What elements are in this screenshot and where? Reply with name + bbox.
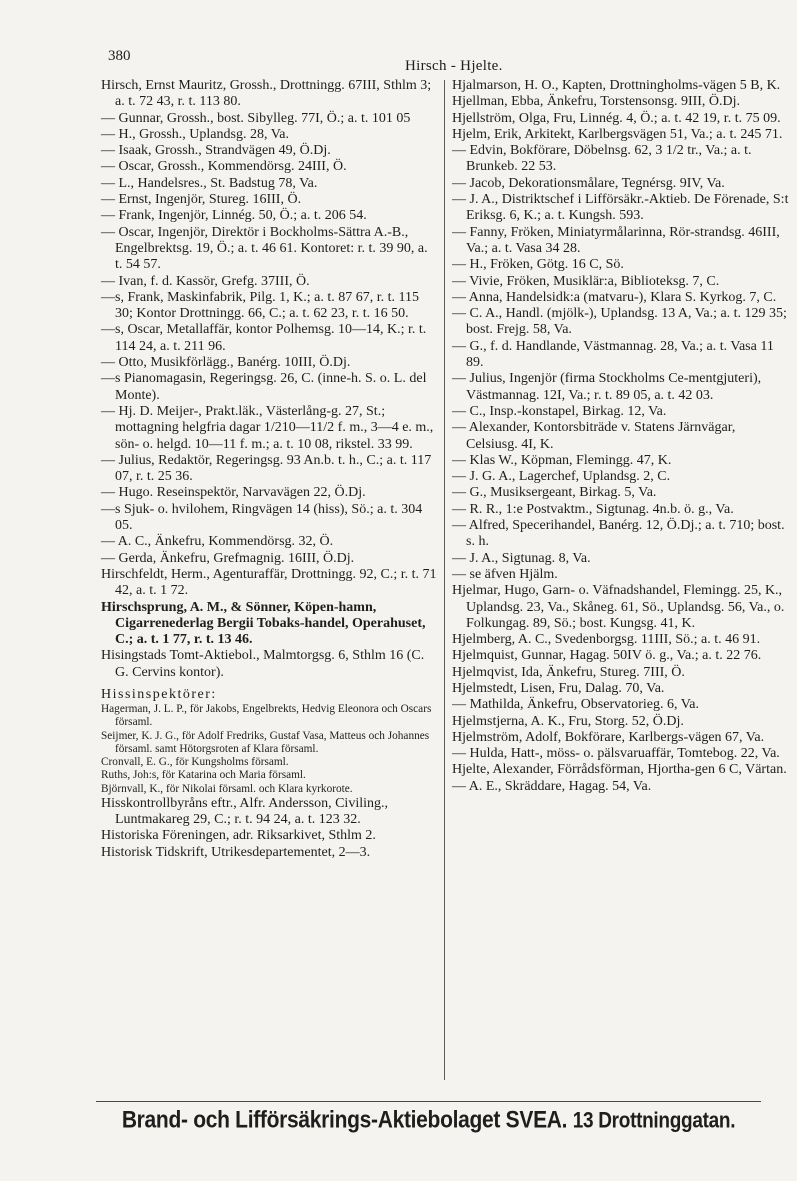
ad-address: 13 Drottninggatan. <box>572 1109 736 1134</box>
directory-entry: — G., f. d. Handlande, Västmannag. 28, Va.; a. t. Vasa 11 89. <box>452 338 774 371</box>
directory-entry: — A. E., Skräddare, Hagag. 54, Va. <box>452 778 652 794</box>
directory-entry: —s, Frank, Maskinfabrik, Pilg. 1, K.; a. t. 87 67, r. t. 115 30; Kontor Drottningg. 66, C.; a. t. 62 23, r. t. 16 50. <box>101 289 419 322</box>
right-column <box>452 78 789 795</box>
directory-entry: — Ernst, Ingenjör, Stureg. 16III, Ö. <box>101 192 302 208</box>
directory-entry: Hjelmquist, Gunnar, Hagag. 50IV ö. g., Va.; a. t. 22 76. <box>452 648 762 664</box>
page-number: 380 <box>108 48 131 64</box>
footer-advertisement <box>96 1107 761 1135</box>
left-column <box>101 78 438 861</box>
directory-entry: — R. R., 1:e Postvaktm., Sigtunag. 4n.b. ö. g., Va. <box>452 501 734 517</box>
directory-entry: — H., Fröken, Götg. 16 C, Sö. <box>452 257 624 273</box>
directory-entry: Hjelm, Erik, Arkitekt, Karlbergsvägen 51, Va.; a. t. 245 71. <box>452 126 783 142</box>
directory-entry: — Oscar, Ingenjör, Direktör i Bockholms-Sättra A.-B., Engelbrektsg. 19, Ö.; a. t. 46 61. Kontoret: r. t. 39 90, a. t. 54 57. <box>101 224 428 273</box>
directory-entry: — Alexander, Kontorsbiträde v. Statens Järnvägar, Celsiusg. 4I, K. <box>452 420 736 452</box>
directory-entry: — J. A., Sigtunag. 8, Va. <box>452 550 591 566</box>
directory-entry: — Klas W., Köpman, Flemingg. 47, K. <box>452 452 672 468</box>
directory-entry: — Hj. D. Meijer-, Prakt.läk., Västerlång-g. 27, St.; mottagning helgfria dagar 1/210—11/2 f. m., 3—4 e. m., sön- o. helgd. 10—11 f. m.; a. t. 10 08, rikstel. 33 99. <box>101 403 434 452</box>
directory-entry: Hjelmar, Hugo, Garn- o. Väfnadshandel, Flemingg. 25, K., Uplandsg. 23, Va., Skåneg. 61, Sö., Uplandsg. 56, Va., o. Folkungag. 89, Sö.; bost. Kungsg. 41, K. <box>452 583 785 631</box>
directory-entry: — J. A., Distriktschef i Lifförsäkr.-Aktieb. De Förenade, S:t Eriksg. 6, K.; a. t. Kungsh. 593. <box>452 192 789 224</box>
directory-entry: —s Pianomagasin, Regeringsg. 26, C. (inne-h. S. o. L. del Monte). <box>101 371 427 403</box>
directory-entry: — C. A., Handl. (mjölk-), Uplandsg. 13 A, Va.; a. t. 129 35; bost. Frejg. 58, Va. <box>452 306 787 338</box>
directory-entry: Hjelmström, Adolf, Bokförare, Karlbergs-vägen 67, Va. <box>452 729 765 745</box>
sub-entry: Ruths, Joh:s, för Katarina och Maria församl. <box>101 769 306 782</box>
directory-entry: Historiska Föreningen, adr. Riksarkivet, Sthlm 2. <box>101 828 376 844</box>
directory-entry: Hirschfeldt, Herm., Agenturaffär, Drottningg. 92, C.; r. t. 71 42, a. t. 1 72. <box>101 566 437 599</box>
directory-entry: Hjellström, Olga, Fru, Linnég. 4, Ö.; a. t. 42 19, r. t. 75 09. <box>452 110 781 126</box>
directory-entry: — C., Insp.-konstapel, Birkag. 12, Va. <box>452 403 667 419</box>
directory-entry: — Oscar, Grossh., Kommendörsg. 24III, Ö. <box>101 159 347 175</box>
directory-entry: — Isaak, Grossh., Strandvägen 49, Ö.Dj. <box>101 143 331 159</box>
directory-entry: Hjelmstjerna, A. K., Fru, Storg. 52, Ö.Dj. <box>452 713 684 729</box>
directory-entry: — Otto, Musikförlägg., Banérg. 10III, Ö.Dj. <box>101 355 351 371</box>
directory-entry: Historisk Tidskrift, Utrikesdepartementet, 2—3. <box>101 844 371 860</box>
directory-entry: — Fanny, Fröken, Miniatyrmålarinna, Rör-strandsg. 46III, Va.; a. t. Vasa 34 28. <box>452 224 780 256</box>
directory-entry: — Jacob, Dekorationsmålare, Tegnérsg. 9IV, Va. <box>452 175 725 191</box>
directory-entry: — Vivie, Fröken, Musiklär:a, Biblioteksg. 7, C. <box>452 273 720 289</box>
directory-entry: Hjelmberg, A. C., Svedenborgsg. 11III, Sö.; a. t. 46 91. <box>452 632 761 648</box>
directory-entry: —s, Oscar, Metallaffär, kontor Polhemsg. 10—14, K.; r. t. 114 24, a. t. 211 96. <box>101 322 427 354</box>
directory-entry: Hirschsprung, A. M., & Sönner, Köpen-hamn, Cigarrenederlag Bergii Tobaks-handel, Operahuset, C.; a. t. 1 77, r. t. 13 46. <box>101 599 426 648</box>
running-head: Hirsch - Hjelte. <box>405 58 503 74</box>
ad-company: Brand- och Lifförsäkrings-Aktiebolaget SVEA. <box>121 1107 568 1134</box>
directory-entry: Hjelmqvist, Ida, Änkefru, Stureg. 7III, Ö. <box>452 664 685 680</box>
sub-entry: Björnvall, K., för Nikolai församl. och Klara kyrkorote. <box>101 782 353 795</box>
directory-entry: — Anna, Handelsidk:a (matvaru-), Klara S. Kyrkog. 7, C. <box>452 289 777 305</box>
footer-rule <box>96 1101 761 1102</box>
directory-entry: — A. C., Änkefru, Kommendörsg. 32, Ö. <box>101 534 334 550</box>
directory-entry: Hjalmarson, H. O., Kapten, Drottningholms-vägen 5 B, K. <box>452 78 781 93</box>
directory-entry: — L., Handelsres., St. Badstug 78, Va. <box>101 175 318 191</box>
directory-entry: — J. G. A., Lagerchef, Uplandsg. 2, C. <box>452 469 671 485</box>
directory-entry: — Julius, Ingenjör (firma Stockholms Ce-mentgjuteri), Västmannag. 12I, Va.; r. t. 89 05, a. t. 42 03. <box>452 371 762 403</box>
directory-entry: — Hugo. Reseinspektör, Narvavägen 22, Ö.Dj. <box>101 485 366 501</box>
directory-entry: Hirsch, Ernst Mauritz, Grossh., Drottningg. 67III, Sthlm 3; a. t. 72 43, r. t. 113 80. <box>101 78 432 110</box>
directory-entry: Hisingstads Tomt-Aktiebol., Malmtorgsg. 6, Sthlm 16 (C. G. Cervins kontor). <box>101 648 425 680</box>
directory-entry: — Edvin, Bokförare, Döbelnsg. 62, 3 1/2 tr., Va.; a. t. Brunkeb. 22 53. <box>452 143 752 175</box>
sub-entry: Seijmer, K. J. G., för Adolf Fredriks, Gustaf Vasa, Matteus och Johannes församl. samt Hötorgsroten af Klara församl. <box>101 729 430 755</box>
directory-entry: — se äfven Hjälm. <box>452 566 558 582</box>
directory-entry: — G., Musiksergeant, Birkag. 5, Va. <box>452 485 657 501</box>
directory-entry: — Gerda, Änkefru, Grefmagnig. 16III, Ö.Dj. <box>101 550 355 566</box>
directory-entry: — Frank, Ingenjör, Linnég. 50, Ö.; a. t. 206 54. <box>101 208 367 224</box>
sub-entry: Hagerman, J. L. P., för Jakobs, Engelbrekts, Hedvig Eleonora och Oscars församl. <box>101 703 432 729</box>
directory-entry: Hjellman, Ebba, Änkefru, Torstensonsg. 9III, Ö.Dj. <box>452 94 741 110</box>
directory-entry: — H., Grossh., Uplandsg. 28, Va. <box>101 126 289 142</box>
section-heading: Hissinspektörer: <box>101 686 217 702</box>
directory-entry: Hjelmstedt, Lisen, Fru, Dalag. 70, Va. <box>452 680 665 696</box>
directory-entry: — Hulda, Hatt-, möss- o. pälsvaruaffär, Tomtebog. 22, Va. <box>452 746 780 762</box>
directory-entry: — Julius, Redaktör, Regeringsg. 93 An.b. t. h., C.; a. t. 117 07, r. t. 25 36. <box>101 452 432 485</box>
directory-entry: —s Sjuk- o. hvilohem, Ringvägen 14 (hiss), Sö.; a. t. 304 05. <box>101 501 423 534</box>
directory-entry: — Alfred, Specerihandel, Banérg. 12, Ö.Dj.; a. t. 710; bost. s. h. <box>452 518 785 550</box>
directory-entry: — Mathilda, Änkefru, Observatorieg. 6, Va. <box>452 697 700 713</box>
directory-entry: — Ivan, f. d. Kassör, Grefg. 37III, Ö. <box>101 273 310 289</box>
directory-entry: Hisskontrollbyråns eftr., Alfr. Andersson, Civiling., Luntmakareg 29, C.; r. t. 94 24, a. t. 123 32. <box>101 795 388 827</box>
column-divider <box>444 80 445 1080</box>
sub-entry: Cronvall, E. G., för Kungsholms församl. <box>101 756 289 769</box>
directory-entry: Hjelte, Alexander, Förrådsförman, Hjortha-gen 6 C, Värtan. <box>452 762 787 778</box>
directory-entry: — Gunnar, Grossh., bost. Sibylleg. 77I, Ö.; a. t. 101 05 <box>101 110 411 126</box>
